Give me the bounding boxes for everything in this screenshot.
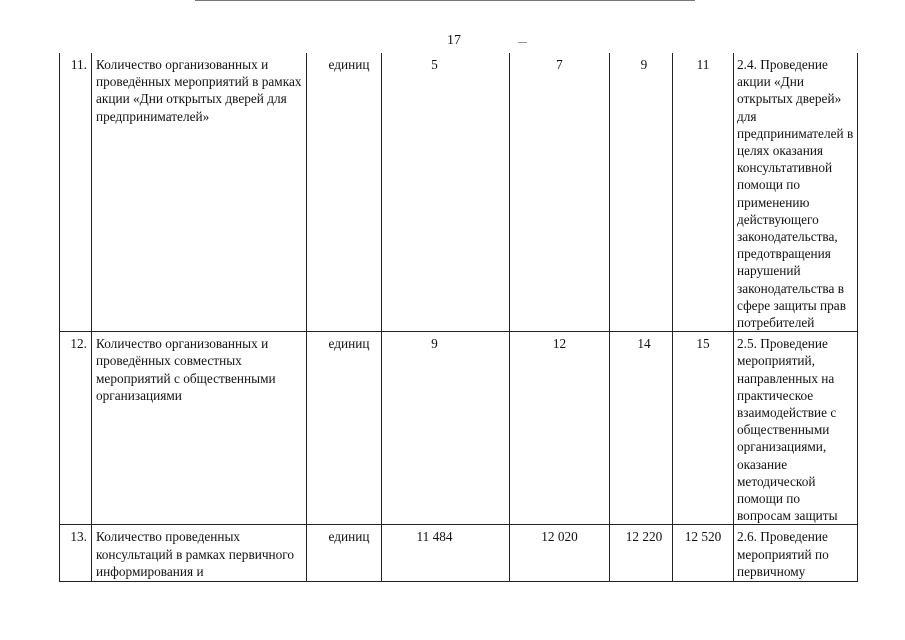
value-year-1: 5 — [382, 53, 510, 332]
page-number: 17 — [447, 33, 461, 48]
action-cell: 2.5. Проведение мероприятий, направленных на практическое взаимодействие с общественными организациями, оказание методической помощи по вопросам защиты — [734, 332, 858, 525]
value-year-3: 9 — [610, 53, 673, 332]
value-year-3: 12 220 — [610, 525, 673, 582]
indicator-name: Количество организованных и проведённых мероприятий в рамках акции «Дни открытых дверей для предпринимателей» — [92, 53, 307, 332]
indicators-table — [59, 53, 858, 582]
value-year-4: 11 — [673, 53, 734, 332]
value-year-2: 12 020 — [510, 525, 610, 582]
unit-cell: единиц — [307, 53, 382, 332]
value-year-2: 12 — [510, 332, 610, 525]
value-year-1: 9 — [382, 332, 510, 525]
indicator-name: Количество организованных и проведённых совместных мероприятий с общественными организациями — [92, 332, 307, 525]
action-cell: 2.6. Проведение мероприятий по первичному — [734, 525, 858, 582]
table-row — [60, 525, 858, 582]
value-year-2: 7 — [510, 53, 610, 332]
value-year-3: 14 — [610, 332, 673, 525]
value-year-1: 11 484 — [382, 525, 510, 582]
row-number: 11. — [60, 53, 92, 332]
scan-mark — [518, 42, 527, 43]
table-row — [60, 53, 858, 332]
table-row — [60, 332, 858, 525]
top-border-line — [195, 0, 695, 1]
action-cell: 2.4. Проведение акции «Дни открытых дверей» для предпринимателей в целях оказания консультативной помощи по применению действующего законодательства, предотвращения нарушений законодательства в сфере защиты прав потребителей — [734, 53, 858, 332]
row-number: 13. — [60, 525, 92, 582]
unit-cell: единиц — [307, 525, 382, 582]
row-number: 12. — [60, 332, 92, 525]
value-year-4: 15 — [673, 332, 734, 525]
value-year-4: 12 520 — [673, 525, 734, 582]
indicator-name: Количество проведенных консультаций в рамках первичного информирования и — [92, 525, 307, 582]
unit-cell: единиц — [307, 332, 382, 525]
